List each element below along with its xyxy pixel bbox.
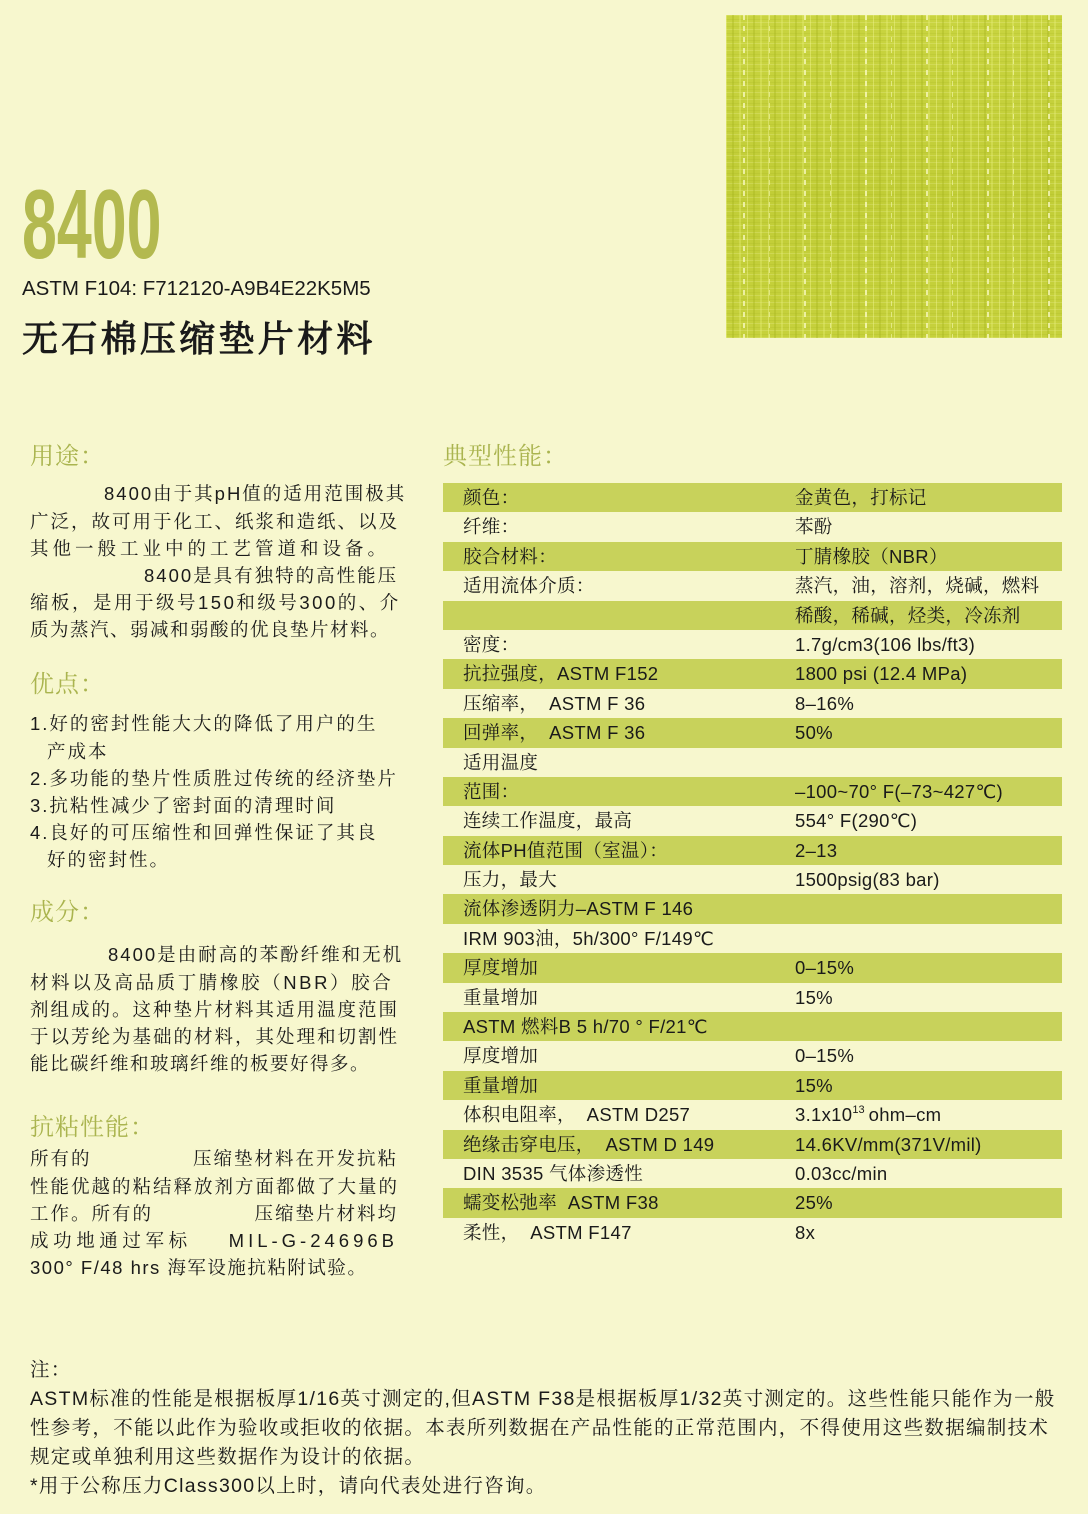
- row-label: 重量增加: [463, 1074, 539, 1096]
- table-row: [443, 1100, 1062, 1129]
- table-row: [443, 483, 1062, 512]
- table-row: [443, 718, 1062, 747]
- row-label: 密度：: [463, 633, 520, 655]
- anti-stick-line-end: 压缩垫片材料均: [254, 1202, 398, 1224]
- row-value: 15%: [795, 1074, 833, 1096]
- row-label: 重量增加: [463, 986, 539, 1008]
- table-row: [443, 512, 1062, 541]
- anti-stick-heading: 抗粘性能：: [30, 1113, 155, 1141]
- row-label: 回弹率， ASTM F 36: [463, 722, 646, 744]
- row-label: 适用温度: [463, 751, 539, 773]
- advantages-list: [30, 710, 398, 873]
- notes-line: *用于公称压力Class300以上时，请向代表处进行咨询。: [30, 1474, 547, 1497]
- row-value: 苯酚: [795, 516, 833, 538]
- row-value: 0.03cc/min: [795, 1162, 888, 1184]
- table-row: [443, 806, 1062, 835]
- composition-line: 材料以及高品质丁腈橡胶（NBR）胶合: [30, 971, 394, 993]
- anti-stick-line: [30, 1227, 398, 1254]
- anti-stick-line-start: 工作。所有的: [30, 1202, 154, 1224]
- row-value: 0–15%: [795, 957, 855, 979]
- swatch-texture: [726, 15, 1062, 338]
- row-value: 稀酸，稀碱，烃类，冷冻剂: [795, 604, 1021, 626]
- composition-line: 能比碳纤维和玻璃纤维的板要好得多。: [30, 1053, 371, 1075]
- row-label: 流体渗透阴力–ASTM F 146: [463, 898, 694, 920]
- table-row: [443, 1188, 1062, 1217]
- row-value: 25%: [795, 1192, 833, 1214]
- anti-stick-line: [30, 1200, 398, 1227]
- row-label: 范围：: [463, 780, 520, 802]
- row-value: 1800 psi (12.4 MPa): [795, 663, 968, 685]
- anti-stick-line-start: 所有的: [30, 1148, 92, 1170]
- row-value: [795, 1100, 941, 1129]
- value-mantissa: 3.1x10: [795, 1104, 853, 1126]
- table-row: [443, 953, 1062, 982]
- row-value: 15%: [795, 986, 833, 1008]
- table-row: [443, 542, 1062, 571]
- table-row: [443, 1218, 1062, 1247]
- properties-heading: 典型性能：: [443, 442, 568, 470]
- usage-line: 缩板，是用于级号150和级号300的、介: [30, 592, 401, 614]
- row-label: 体积电阻率， ASTM D257: [463, 1104, 691, 1126]
- anti-stick-paragraph: [30, 1145, 398, 1281]
- table-row: [443, 777, 1062, 806]
- row-label: 抗拉强度，ASTM F152: [463, 663, 659, 685]
- usage-line: 其他一般工业中的工艺管道和设备。: [30, 537, 391, 559]
- composition-paragraph: [30, 941, 404, 1077]
- usage-heading: 用途：: [30, 442, 105, 470]
- product-title: 无石棉压缩垫片材料: [22, 319, 376, 360]
- product-code: 8400: [22, 169, 162, 279]
- list-item-continuation: 好的密封性。: [47, 849, 171, 871]
- row-value: 蒸汽，油，溶剂，烧碱，燃料: [795, 575, 1040, 597]
- notes-line: 规定或单独利用这些数据作为设计的依据。: [30, 1445, 426, 1468]
- row-value: 0–15%: [795, 1045, 855, 1067]
- row-value: 8x: [795, 1221, 816, 1243]
- advantages-heading: 优点：: [30, 670, 105, 698]
- row-value: 50%: [795, 722, 833, 744]
- notes-line: ASTM标准的性能是根据板厚1/16英寸测定的,但ASTM F38是根据板厚1/32英寸测定的。这些性能只能作为一般: [30, 1387, 1056, 1410]
- table-row: [443, 1159, 1062, 1188]
- row-label: ASTM 燃料B 5 h/70 ° F/21℃: [463, 1016, 708, 1038]
- row-value: 1500psig(83 bar): [795, 869, 940, 891]
- astm-classification: ASTM F104: F712120-A9B4E22K5M5: [22, 277, 371, 300]
- row-value: 14.6KV/mm(371V/mil): [795, 1133, 982, 1155]
- usage-line: 质为蒸汽、弱减和弱酸的优良垫片材料。: [30, 619, 391, 641]
- row-label: IRM 903油，5h/300° F/149℃: [463, 927, 715, 949]
- military-standard-code: MIL-G-24696B: [228, 1229, 398, 1251]
- usage-paragraph: [30, 480, 407, 643]
- table-row: [443, 836, 1062, 865]
- table-row: [443, 1041, 1062, 1070]
- composition-heading: 成分：: [30, 898, 105, 926]
- table-row: [443, 748, 1062, 777]
- usage-line: 8400是具有独特的高性能压: [144, 564, 399, 586]
- row-label: 柔性， ASTM F147: [463, 1221, 632, 1243]
- list-item: 3.抗粘性减少了密封面的清理时间: [30, 794, 337, 816]
- row-label: 厚度增加: [463, 957, 539, 979]
- table-row: [443, 894, 1062, 923]
- properties-table: [443, 483, 1062, 1247]
- row-label: 绝缘击穿电压， ASTM D 149: [463, 1133, 715, 1155]
- composition-line: 8400是由耐高的苯酚纤维和无机: [108, 944, 404, 966]
- table-row: [443, 983, 1062, 1012]
- value-exponent: 13: [852, 1104, 865, 1117]
- row-value: 1.7g/cm3(106 lbs/ft3): [795, 633, 976, 655]
- row-label: 压力，最大: [463, 869, 558, 891]
- usage-line: 8400由于其pH值的适用范围极其: [104, 483, 407, 505]
- list-item: 4.良好的可压缩性和回弹性保证了其良: [30, 822, 378, 844]
- table-row: [443, 1130, 1062, 1159]
- notes-line: 性参考，不能以此作为验收或拒收的依据。本表所列数据在产品性能的正常范围内，不得使用这些数据编制技术: [30, 1416, 1050, 1439]
- table-row: [443, 1071, 1062, 1100]
- material-swatch-image: [726, 15, 1062, 338]
- table-row: [443, 630, 1062, 659]
- row-value: 金黄色，打标记: [795, 487, 927, 508]
- table-row: [443, 1012, 1062, 1041]
- row-value: –100~70° F(–73~427℃): [795, 780, 1004, 802]
- row-label: 纤维：: [463, 516, 520, 538]
- row-value: 554° F(290℃): [795, 810, 918, 832]
- row-label: 胶合材料：: [463, 545, 558, 567]
- row-value: 丁腈橡胶（NBR）: [795, 545, 948, 567]
- list-item: 2.多功能的垫片性质胜过传统的经济垫片: [30, 767, 398, 789]
- row-label: 厚度增加: [463, 1045, 539, 1067]
- table-row: [443, 571, 1062, 600]
- row-label: DIN 3535 气体渗透性: [463, 1162, 643, 1184]
- row-value: 8–16%: [795, 692, 855, 714]
- row-label: 颜色：: [463, 487, 520, 508]
- table-row: [443, 924, 1062, 953]
- usage-line: 广泛，故可用于化工、纸浆和造纸、以及: [30, 510, 400, 532]
- row-label: 适用流体介质：: [463, 575, 595, 597]
- notes-section: [30, 1356, 1056, 1501]
- composition-line: 剂组成的。这种垫片材料其适用温度范围: [30, 998, 400, 1020]
- anti-stick-line: 300° F/48 hrs 海军设施抗粘附试验。: [30, 1257, 368, 1279]
- anti-stick-line: [30, 1145, 398, 1172]
- composition-line: 于以芳纶为基础的材料，其处理和切割性: [30, 1025, 400, 1047]
- notes-heading: 注：: [30, 1358, 72, 1381]
- table-row: [443, 601, 1062, 630]
- row-label: 流体PH值范围（室温）：: [463, 839, 669, 861]
- list-item: 1.好的密封性能大大的降低了用户的生: [30, 713, 378, 735]
- table-row: [443, 865, 1062, 894]
- anti-stick-line-start: 成功地通过军标: [30, 1229, 192, 1251]
- anti-stick-line-end: 压缩垫材料在开发抗粘: [192, 1148, 398, 1170]
- row-value: 2–13: [795, 839, 838, 861]
- list-item-continuation: 产成本: [47, 740, 109, 762]
- table-row: [443, 689, 1062, 718]
- row-label: 连续工作温度，最高: [463, 810, 633, 832]
- row-label: 压缩率， ASTM F 36: [463, 692, 646, 714]
- table-row: [443, 659, 1062, 688]
- anti-stick-line: 性能优越的粘结释放剂方面都做了大量的: [30, 1175, 400, 1197]
- row-label: 蠕变松弛率 ASTM F38: [463, 1192, 659, 1214]
- value-unit: ohm–cm: [868, 1104, 942, 1126]
